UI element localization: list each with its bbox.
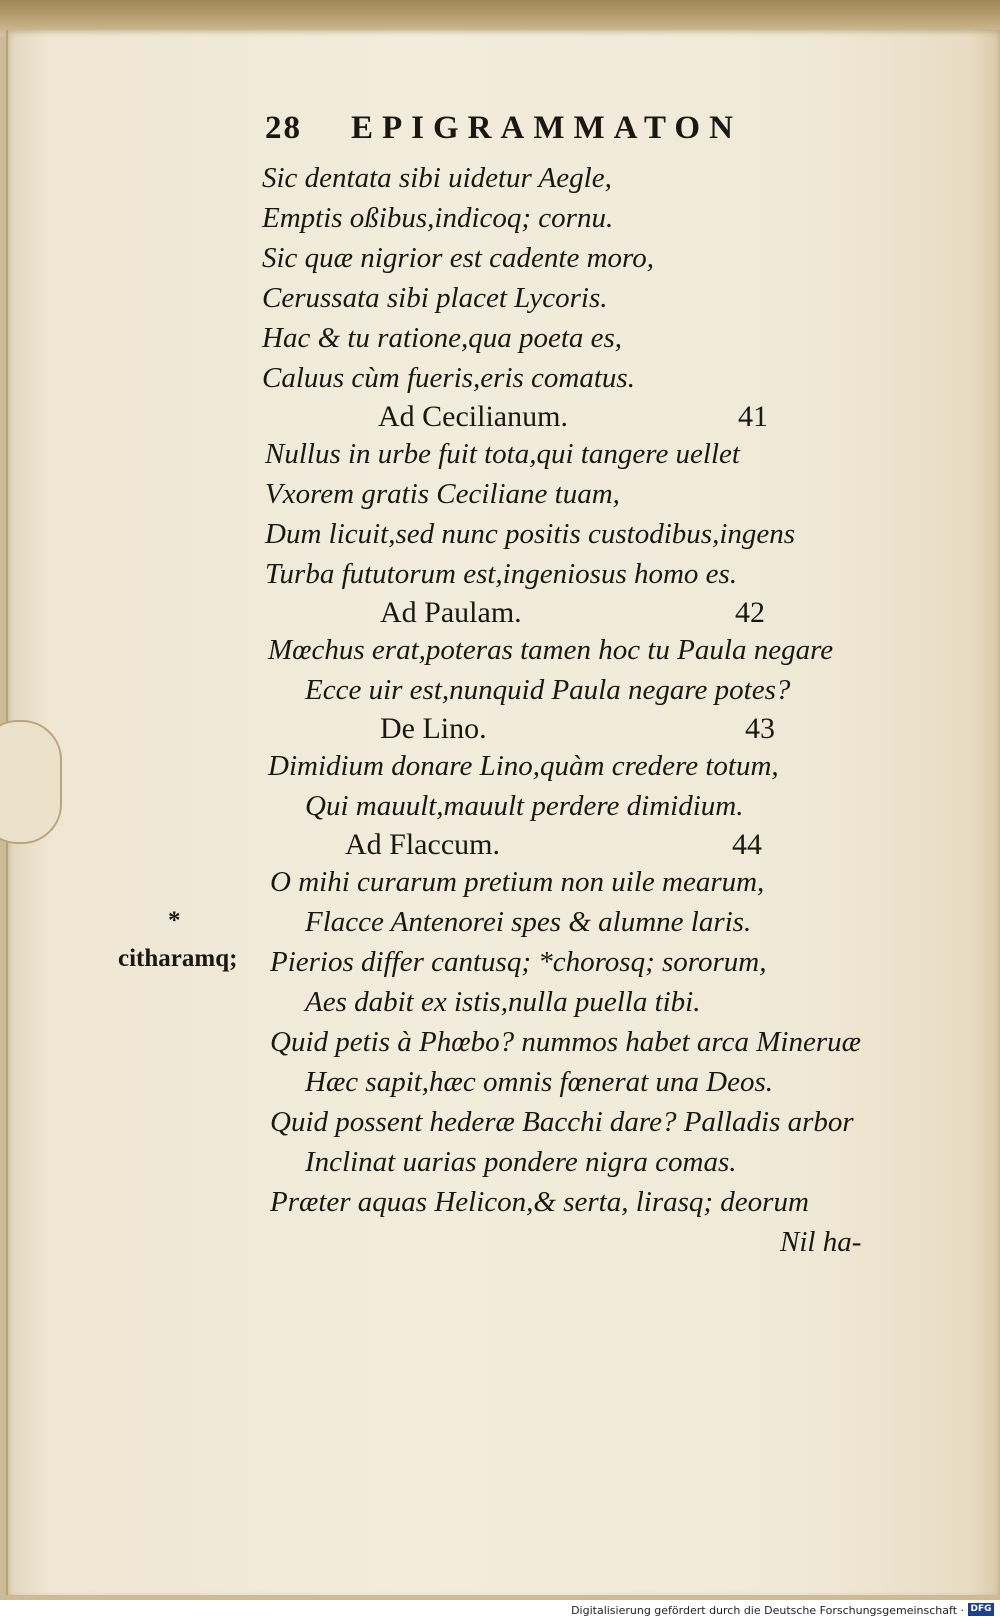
margin-asterisk: * xyxy=(168,907,181,934)
epigram-number: 42 xyxy=(735,596,765,629)
epigram-heading: Ad Cecilianum. xyxy=(378,400,568,433)
text-line: Aes dabit ex istis,nulla puella tibi. xyxy=(305,986,701,1018)
text-line: Præter aquas Helicon,& serta, lirasq; deorum xyxy=(270,1186,809,1218)
text-line: Caluus cùm fueris,eris comatus. xyxy=(262,362,635,394)
footer-credit: Digitalisierung gefördert durch die Deutsche Forschungsgemeinschaft · xyxy=(571,1604,964,1617)
digitization-footer xyxy=(0,1600,1000,1620)
text-line: Dum licuit,sed nunc positis custodibus,ingens xyxy=(265,518,796,550)
text-line: Dimidium donare Lino,quàm credere totum, xyxy=(268,750,779,782)
text-line: Quid petis à Phœbo? nummos habet arca Mineruæ xyxy=(270,1026,861,1058)
catchword: Nil ha- xyxy=(780,1226,862,1258)
text-line: Inclinat uarias pondere nigra comas. xyxy=(305,1146,737,1178)
text-line: Qui mauult,mauult perdere dimidium. xyxy=(305,790,744,822)
text-line: Hac & tu ratione,qua poeta es, xyxy=(262,322,623,354)
dfg-logo-icon: DFG xyxy=(968,1603,994,1616)
text-line: Vxorem gratis Ceciliane tuam, xyxy=(265,478,620,510)
text-line: Sic quæ nigrior est cadente moro, xyxy=(262,242,654,274)
page-number: 28 xyxy=(265,110,302,146)
text-line: O mihi curarum pretium non uile mearum, xyxy=(270,866,765,898)
running-header xyxy=(265,110,742,147)
text-line: Emptis oßibus,indicoq; cornu. xyxy=(262,202,614,234)
text-line: Nullus in urbe fuit tota,qui tangere uellet xyxy=(265,438,740,470)
epigram-number: 44 xyxy=(732,828,762,861)
epigram-number: 41 xyxy=(738,400,768,433)
epigram-heading: Ad Flaccum. xyxy=(345,828,500,861)
epigram-heading: Ad Paulam. xyxy=(380,596,522,629)
text-line: Hæc sapit,hæc omnis fœnerat una Deos. xyxy=(305,1066,774,1098)
page-tab-cutout xyxy=(0,720,62,844)
text-line: Pierios differ cantusq; *chorosq; sororum, xyxy=(270,946,767,978)
text-line: Ecce uir est,nunquid Paula negare potes? xyxy=(305,674,791,706)
margin-note: citharamq; xyxy=(118,945,238,972)
epigram-number: 43 xyxy=(745,712,775,745)
text-line: Mœchus erat,poteras tamen hoc tu Paula negare xyxy=(268,634,834,666)
epigram-heading: De Lino. xyxy=(380,712,487,745)
text-line: Quid possent hederæ Bacchi dare? Palladis arbor xyxy=(270,1106,854,1138)
text-line: Turba fututorum est,ingeniosus homo es. xyxy=(265,558,738,590)
text-line: Cerussata sibi placet Lycoris. xyxy=(262,282,608,314)
running-title: EPIGRAMMATON xyxy=(351,110,742,146)
text-line: Sic dentata sibi uidetur Aegle, xyxy=(262,162,612,194)
text-line: Flacce Antenorei spes & alumne laris. xyxy=(305,906,752,938)
